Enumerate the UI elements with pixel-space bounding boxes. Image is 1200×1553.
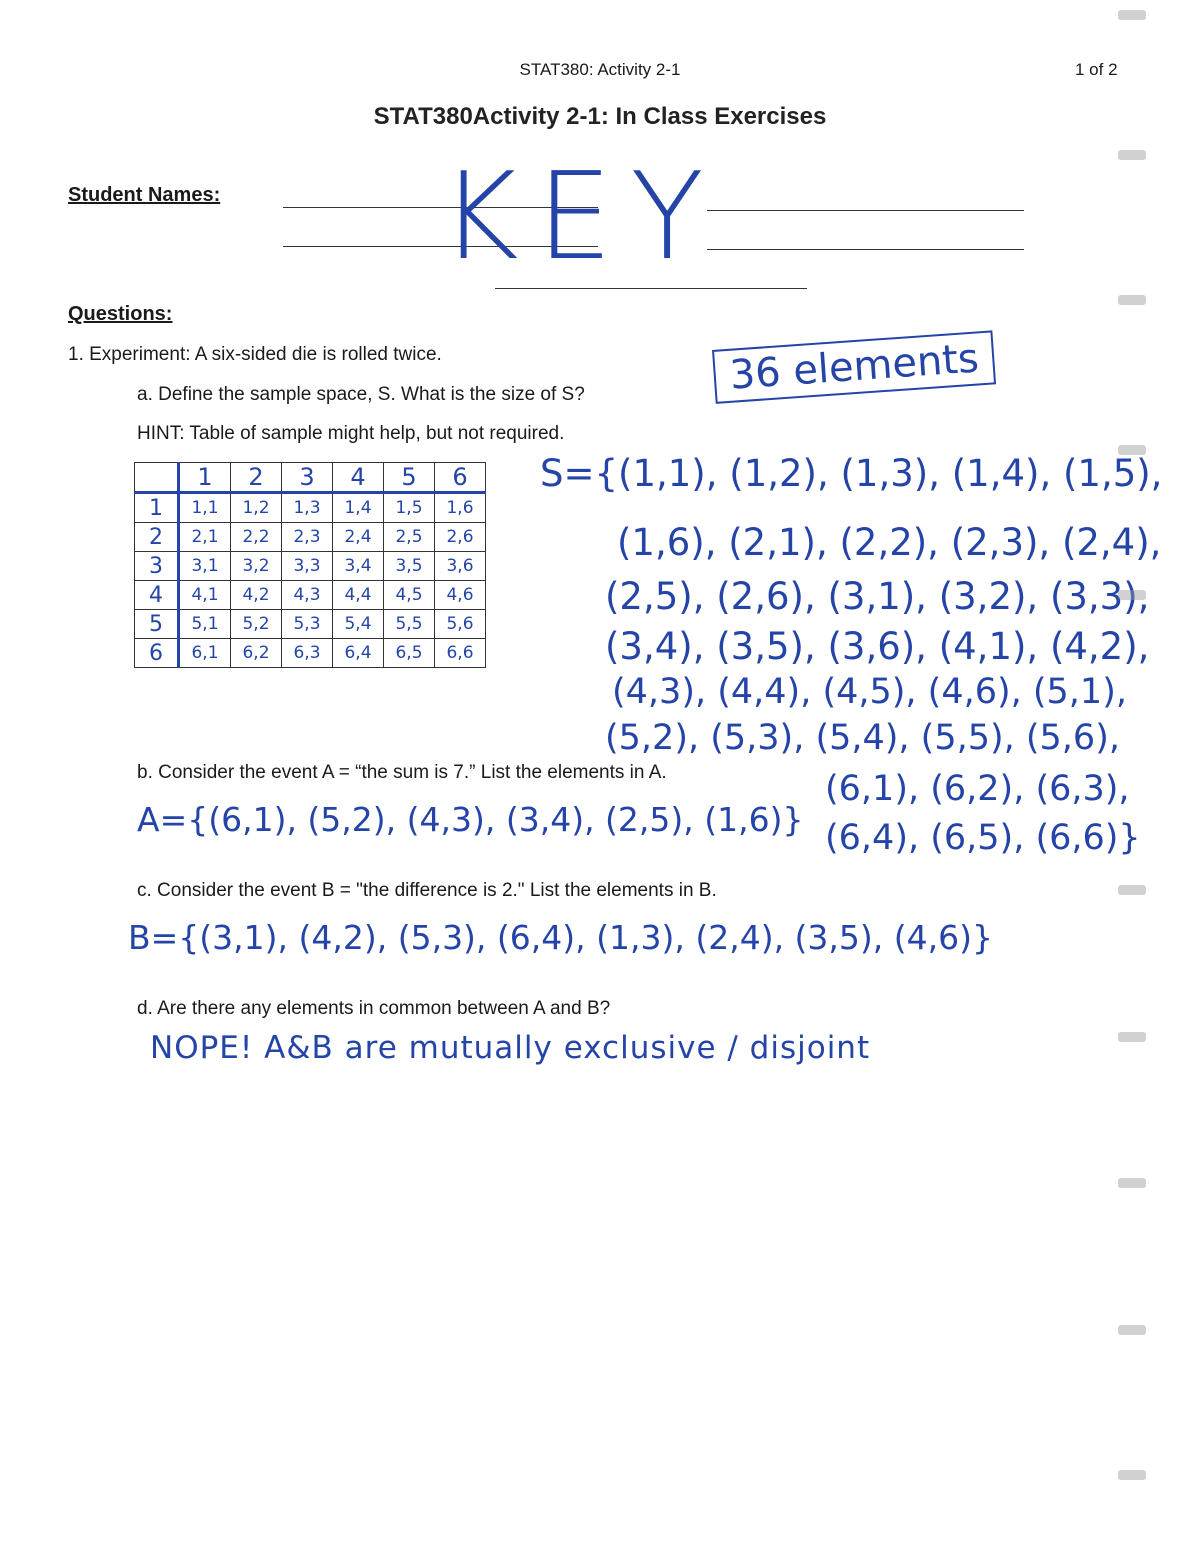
table-cell: 4,1 — [179, 581, 231, 610]
scan-mark — [1118, 1178, 1146, 1188]
table-row-header: 1 — [135, 493, 179, 523]
question-1a-text: a. Define the sample space, S. What is the size of S? — [137, 384, 585, 405]
table-row-header: 3 — [135, 552, 179, 581]
table-cell: 5,6 — [435, 610, 486, 639]
sample-space-line: S={(1,1), (1,2), (1,3), (1,4), (1,5), — [540, 452, 1163, 495]
sample-space-line: (6,1), (6,2), (6,3), — [825, 769, 1130, 809]
table-cell: 2,4 — [333, 523, 384, 552]
name-line-2 — [707, 210, 1024, 211]
student-names-label: Student Names: — [68, 184, 221, 206]
table-cell: 1,6 — [435, 493, 486, 523]
table-cell: 3,3 — [282, 552, 333, 581]
sample-space-line: (6,4), (6,5), (6,6)} — [825, 818, 1141, 858]
sample-space-line: (5,2), (5,3), (5,4), (5,5), (5,6), — [605, 718, 1120, 758]
event-a-answer: A={(6,1), (5,2), (4,3), (3,4), (2,5), (1,6)} — [137, 800, 804, 839]
scan-mark — [1118, 885, 1146, 895]
table-cell: 1,4 — [333, 493, 384, 523]
table-cell: 1,3 — [282, 493, 333, 523]
table-col-header: 2 — [231, 463, 282, 493]
table-cell: 1,1 — [179, 493, 231, 523]
question-1d-text: d. Are there any elements in common between A and B? — [137, 998, 611, 1019]
table-header-row — [135, 463, 486, 493]
table-cell: 2,6 — [435, 523, 486, 552]
sample-space-line: (1,6), (2,1), (2,2), (2,3), (2,4), — [617, 521, 1162, 564]
table-cell: 2,5 — [384, 523, 435, 552]
scan-mark — [1118, 1470, 1146, 1480]
table-row — [135, 523, 486, 552]
name-line-5 — [495, 288, 807, 289]
table-cell: 3,2 — [231, 552, 282, 581]
scan-mark — [1118, 1032, 1146, 1042]
table-row — [135, 552, 486, 581]
question-1-stem: 1. Experiment: A six-sided die is rolled twice. — [68, 344, 442, 365]
sample-space-line: (2,5), (2,6), (3,1), (3,2), (3,3), — [605, 575, 1150, 618]
table-cell: 5,1 — [179, 610, 231, 639]
table-cell: 5,3 — [282, 610, 333, 639]
table-cell: 1,5 — [384, 493, 435, 523]
scan-mark — [1118, 445, 1146, 455]
table-cell: 4,4 — [333, 581, 384, 610]
name-line-4 — [707, 249, 1024, 250]
questions-label: Questions: — [68, 303, 173, 325]
table-cell: 3,1 — [179, 552, 231, 581]
table-cell: 6,4 — [333, 639, 384, 668]
table-cell: 6,1 — [179, 639, 231, 668]
table-row-header: 5 — [135, 610, 179, 639]
table-cell: 4,3 — [282, 581, 333, 610]
table-cell: 6,5 — [384, 639, 435, 668]
scan-mark — [1118, 295, 1146, 305]
scan-mark — [1118, 590, 1146, 600]
table-cell: 5,5 — [384, 610, 435, 639]
table-cell: 3,5 — [384, 552, 435, 581]
sample-space-line: (4,3), (4,4), (4,5), (4,6), (5,1), — [612, 672, 1127, 712]
table-cell: 6,2 — [231, 639, 282, 668]
table-col-header: 1 — [179, 463, 231, 493]
table-col-header: 6 — [435, 463, 486, 493]
table-row-header: 6 — [135, 639, 179, 668]
question-1b-text: b. Consider the event A = “the sum is 7.” List the elements in A. — [137, 762, 667, 783]
scan-mark — [1118, 10, 1146, 20]
table-cell: 2,1 — [179, 523, 231, 552]
sample-space-line: (3,4), (3,5), (3,6), (4,1), (4,2), — [605, 625, 1150, 668]
hint-text: HINT: Table of sample might help, but not required. — [137, 423, 565, 444]
header-title: STAT380: Activity 2-1 — [519, 60, 681, 79]
page-number: 1 of 2 — [1075, 60, 1118, 79]
table-col-header: 5 — [384, 463, 435, 493]
table-corner-cell — [135, 463, 179, 493]
scan-mark — [1118, 1325, 1146, 1335]
question-d-answer: NOPE! A&B are mutually exclusive / disjoint — [150, 1030, 871, 1066]
table-row — [135, 639, 486, 668]
table-cell: 2,2 — [231, 523, 282, 552]
table-row — [135, 610, 486, 639]
sample-space-table — [134, 462, 486, 668]
scan-mark — [1118, 150, 1146, 160]
table-cell: 3,6 — [435, 552, 486, 581]
table-cell: 4,5 — [384, 581, 435, 610]
table-cell: 3,4 — [333, 552, 384, 581]
key-handwritten: KEY — [440, 148, 722, 287]
table-cell: 6,3 — [282, 639, 333, 668]
table-cell: 5,2 — [231, 610, 282, 639]
table-row-header: 4 — [135, 581, 179, 610]
table-row — [135, 493, 486, 523]
question-1c-text: c. Consider the event B = "the difference is 2." List the elements in B. — [137, 880, 717, 901]
table-cell: 4,2 — [231, 581, 282, 610]
table-cell: 5,4 — [333, 610, 384, 639]
table-cell: 4,6 — [435, 581, 486, 610]
table-col-header: 3 — [282, 463, 333, 493]
table-col-header: 4 — [333, 463, 384, 493]
size-answer-box: 36 elements — [712, 330, 996, 403]
page-title: STAT380Activity 2-1: In Class Exercises — [373, 103, 827, 130]
table-row — [135, 581, 486, 610]
table-cell: 2,3 — [282, 523, 333, 552]
table-cell: 1,2 — [231, 493, 282, 523]
table-cell: 6,6 — [435, 639, 486, 668]
event-b-answer: B={(3,1), (4,2), (5,3), (6,4), (1,3), (2,4), (3,5), (4,6)} — [128, 918, 993, 957]
table-row-header: 2 — [135, 523, 179, 552]
